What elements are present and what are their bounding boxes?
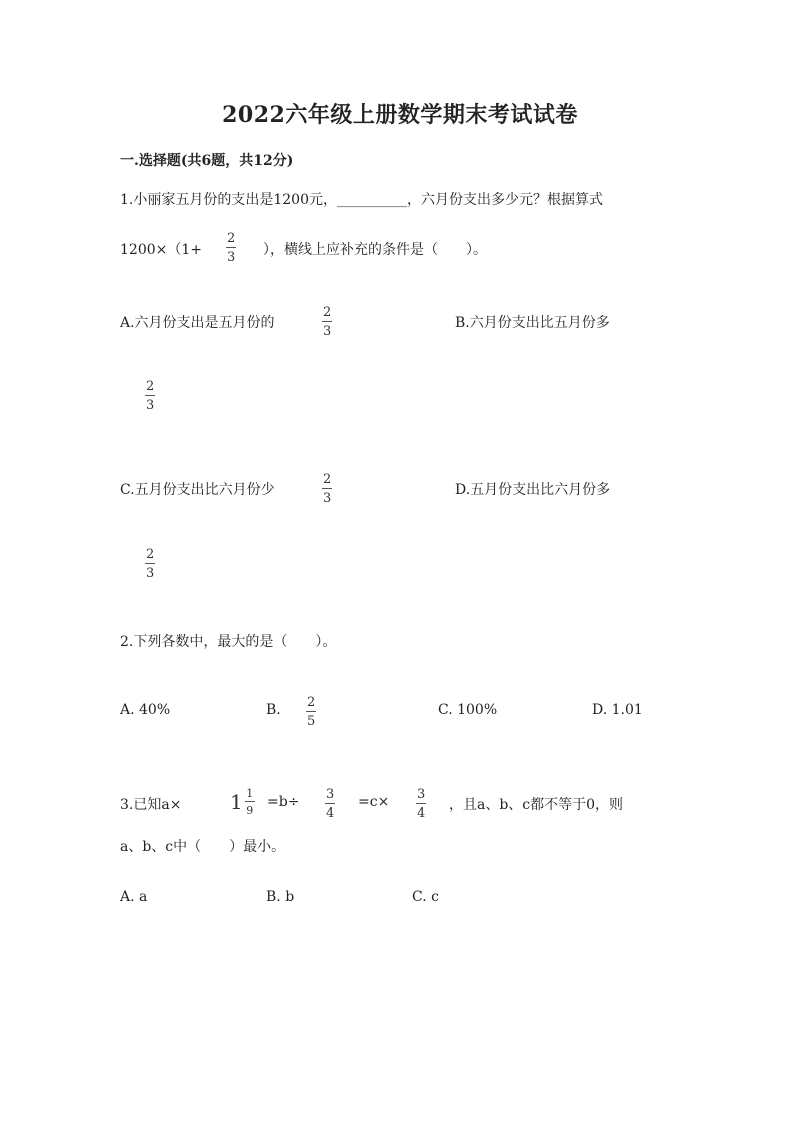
q3-option-c[interactable]: C. c — [412, 889, 439, 905]
q1-option-c[interactable]: C.五月份支出比六月份少 — [120, 482, 275, 498]
q3-stem-part3: =c× — [358, 794, 390, 810]
q2-option-b-fraction — [306, 696, 316, 728]
fraction-denominator: 3 — [323, 324, 332, 339]
q2-stem: 2.下列各数中，最大的是（ ）。 — [120, 634, 337, 650]
section-heading: 一.选择题(共6题，共12分) — [120, 153, 294, 169]
q1-option-b[interactable]: B.六月份支出比五月份多 — [455, 315, 610, 331]
fraction-denominator: 3 — [323, 491, 332, 506]
q3-stem-part4: ，且a、b、c都不等于0，则 — [449, 797, 624, 813]
q1-option-a-fraction — [322, 306, 332, 338]
q1-option-c-fraction — [322, 473, 332, 505]
mixed-fraction — [245, 788, 255, 816]
q1-stem-line1: 1.小丽家五月份的支出是1200元，__________，六月份支出多少元？根据算式 — [120, 192, 603, 208]
fraction-denominator: 3 — [227, 250, 236, 265]
q1-stem-line2-end: ），横线上应补充的条件是（ ）。 — [263, 242, 487, 258]
q3-fraction-2 — [416, 788, 426, 820]
q1-stem-line2-start: 1200×（1+ — [120, 242, 202, 258]
q3-option-a[interactable]: A. a — [120, 889, 148, 905]
fraction-numerator: 2 — [323, 472, 332, 487]
q1-option-d[interactable]: D.五月份支出比六月份多 — [455, 482, 611, 498]
q2-option-b[interactable]: B. — [266, 702, 281, 718]
mixed-whole: 1 — [230, 790, 243, 814]
fraction-numerator: 3 — [326, 787, 335, 802]
q1-option-b-fraction — [145, 380, 155, 412]
fraction-denominator: 3 — [146, 566, 155, 581]
fraction-numerator: 1 — [246, 787, 254, 800]
q3-stem-line2: a、b、c中（ ）最小。 — [120, 839, 286, 855]
q3-stem-part1: 3.已知a× — [120, 797, 182, 813]
page-title: 2022六年级上册数学期末考试试卷 — [222, 102, 578, 128]
fraction-numerator: 2 — [227, 231, 236, 246]
q1-option-a[interactable]: A.六月份支出是五月份的 — [120, 315, 275, 331]
fraction-denominator: 4 — [417, 806, 426, 821]
fraction-numerator: 2 — [146, 547, 155, 562]
q1-stem-fraction — [226, 232, 236, 264]
q2-option-a[interactable]: A. 40% — [120, 702, 171, 718]
q3-option-b[interactable]: B. b — [266, 889, 295, 905]
q1-option-d-fraction — [145, 548, 155, 580]
fraction-denominator: 9 — [246, 804, 254, 817]
fraction-numerator: 3 — [417, 787, 426, 802]
fraction-numerator: 2 — [307, 695, 316, 710]
q3-stem-part2: =b÷ — [267, 794, 300, 810]
q3-fraction-1 — [325, 788, 335, 820]
fraction-numerator: 2 — [323, 305, 332, 320]
fraction-denominator: 4 — [326, 806, 335, 821]
fraction-denominator: 5 — [307, 714, 316, 729]
q2-option-c[interactable]: C. 100% — [438, 702, 498, 718]
fraction-denominator: 3 — [146, 398, 155, 413]
q3-mixed-number — [230, 788, 255, 816]
fraction-numerator: 2 — [146, 379, 155, 394]
q2-option-d[interactable]: D. 1.01 — [592, 702, 643, 718]
